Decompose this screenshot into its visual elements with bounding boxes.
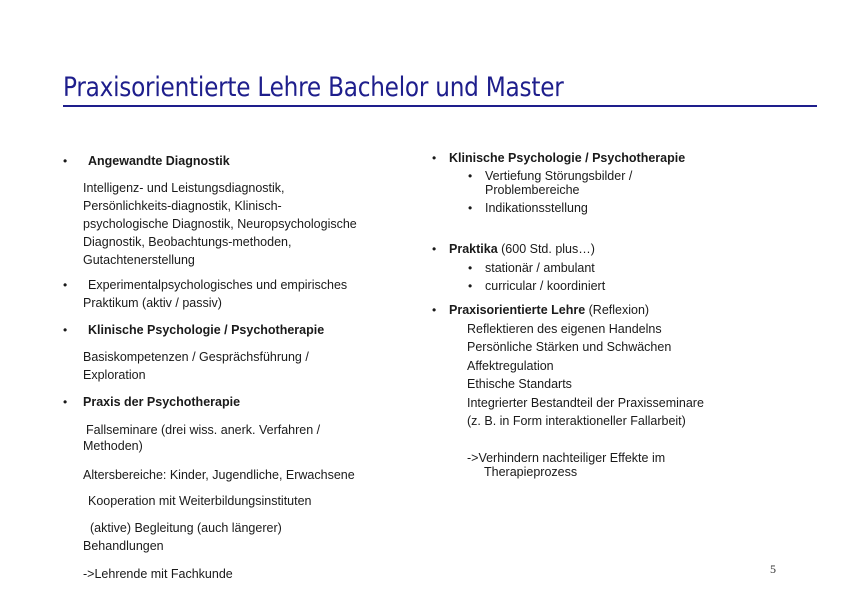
title-underline <box>63 105 817 107</box>
bullet-dot: • <box>63 395 68 409</box>
left-paragraph-altersbereiche: Altersbereiche: Kinder, Jugendliche, Erwachsene <box>83 468 355 482</box>
right-heading-praxisorientiert: Praxisorientierte Lehre (Reflexion) <box>449 303 650 317</box>
bullet-dot: • <box>432 303 437 317</box>
left-heading-praxis: Praxis der Psychotherapie <box>83 395 241 409</box>
left-heading-diagnostik: Angewandte Diagnostik <box>88 154 230 168</box>
right-sub-indikation: Indikationsstellung <box>485 201 588 215</box>
bullet-dot: • <box>468 169 473 183</box>
left-paragraph-kooperation: Kooperation mit Weiterbildungsinstituten <box>88 494 312 508</box>
bullet-dot: • <box>468 279 473 293</box>
right-heading-klinische: Klinische Psychologie / Psychotherapie <box>449 151 686 165</box>
left-heading-klinische: Klinische Psychologie / Psychotherapie <box>88 323 325 337</box>
right-sub-curricular: curricular / koordiniert <box>485 279 606 293</box>
right-heading-praktika: Praktika (600 Std. plus…) <box>449 242 595 256</box>
bullet-dot: • <box>63 323 68 337</box>
bullet-dot: • <box>432 151 437 165</box>
right-sub-stationaer: stationär / ambulant <box>485 261 595 275</box>
bullet-dot: • <box>468 201 473 215</box>
slide-title: Praxisorientierte Lehre Bachelor und Master <box>63 72 564 103</box>
bullet-dot: • <box>63 278 68 292</box>
bullet-dot: • <box>432 242 437 256</box>
left-paragraph-lehrende: ->Lehrende mit Fachkunde <box>83 567 233 581</box>
bullet-dot: • <box>63 154 68 168</box>
bullet-dot: • <box>468 261 473 275</box>
page-number: 5 <box>770 562 776 576</box>
